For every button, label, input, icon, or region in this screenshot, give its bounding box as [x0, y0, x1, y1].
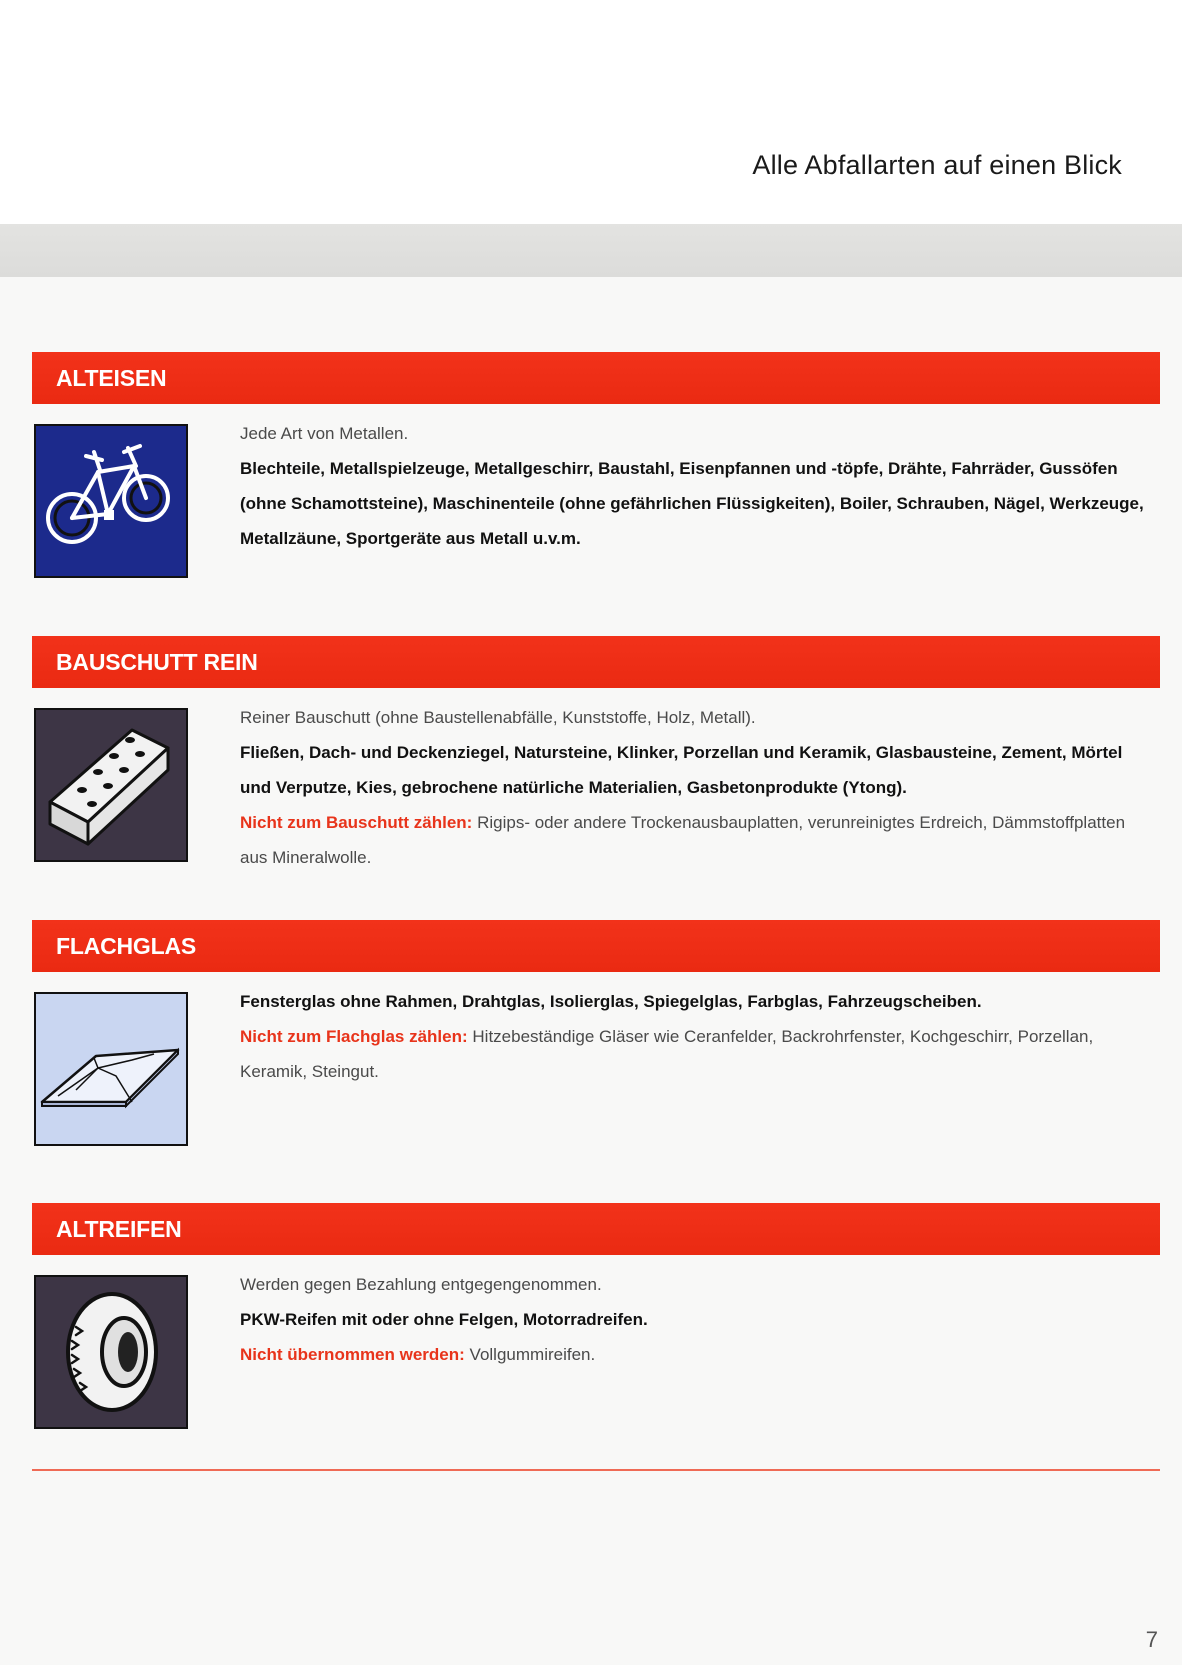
section-items: Blechteile, Metallspielzeuge, Metallgeschirr, Baustahl, Eisenpfannen und -töpfe, Drähte, Fahrräder, Gussöfen (ohne Schamottsteine), Maschinenteile (ohne gefährlichen Flüssigkeiten), Boiler, Schrauben, Nägel, Werkzeuge, Metallzäune, Sportgeräte aus Metall u.v.m.	[240, 459, 1144, 548]
section-exclusion	[240, 805, 1152, 875]
section-exclusion	[240, 1337, 1152, 1372]
section-text	[240, 416, 1152, 556]
page-title: Alle Abfallarten auf einen Blick	[752, 150, 1122, 180]
section-title: BAUSCHUTT REIN	[56, 649, 258, 675]
page-header-area	[0, 0, 1182, 224]
exclusion-label: Nicht zum Bauschutt zählen:	[240, 813, 473, 832]
section-header-bar	[32, 920, 1160, 972]
section-title: ALTREIFEN	[56, 1216, 182, 1242]
section-header-bar	[32, 352, 1160, 404]
broken-glass-icon	[34, 992, 188, 1146]
section-intro: Reiner Bauschutt (ohne Baustellenabfälle, Kunststoffe, Holz, Metall).	[240, 708, 756, 727]
section-title: ALTEISEN	[56, 365, 167, 391]
exclusion-text: Hitzebeständige Gläser wie Ceranfelder, Backrohrfenster, Kochgeschirr, Porzellan, Keramik, Steingut.	[240, 1027, 1094, 1081]
section-header-bar	[32, 1203, 1160, 1255]
page-number: 7	[1145, 1627, 1158, 1652]
header-band	[0, 224, 1182, 277]
section-text	[240, 700, 1152, 875]
section-text	[240, 984, 1152, 1089]
section-intro: Jede Art von Metallen.	[240, 424, 409, 443]
section-items: Fensterglas ohne Rahmen, Drahtglas, Isolierglas, Spiegelglas, Farbglas, Fahrzeugscheiben.	[240, 992, 982, 1011]
section-intro: Werden gegen Bezahlung entgegengenommen.	[240, 1275, 602, 1294]
exclusion-label: Nicht zum Flachglas zählen:	[240, 1027, 468, 1046]
exclusion-label: Nicht übernommen werden:	[240, 1345, 465, 1364]
exclusion-text: Vollgummireifen.	[469, 1345, 596, 1364]
section-text	[240, 1267, 1152, 1372]
brick-icon	[34, 708, 188, 862]
section-header-bar	[32, 636, 1160, 688]
exclusion-text: Rigips- oder andere Trockenausbauplatten, verunreinigtes Erdreich, Dämmstoffplatten aus Mineralwolle.	[240, 813, 1126, 867]
section-title: FLACHGLAS	[56, 933, 197, 959]
bicycle-icon	[34, 424, 188, 578]
section-items: PKW-Reifen mit oder ohne Felgen, Motorradreifen.	[240, 1310, 648, 1329]
tire-icon	[34, 1275, 188, 1429]
bottom-divider	[32, 1469, 1160, 1471]
section-exclusion	[240, 1019, 1152, 1089]
section-items: Fließen, Dach- und Deckenziegel, Natursteine, Klinker, Porzellan und Keramik, Glasbausteine, Zement, Mörtel und Verputze, Kies, gebrochene natürliche Materialien, Gasbetonprodukte (Ytong).	[240, 743, 1123, 797]
